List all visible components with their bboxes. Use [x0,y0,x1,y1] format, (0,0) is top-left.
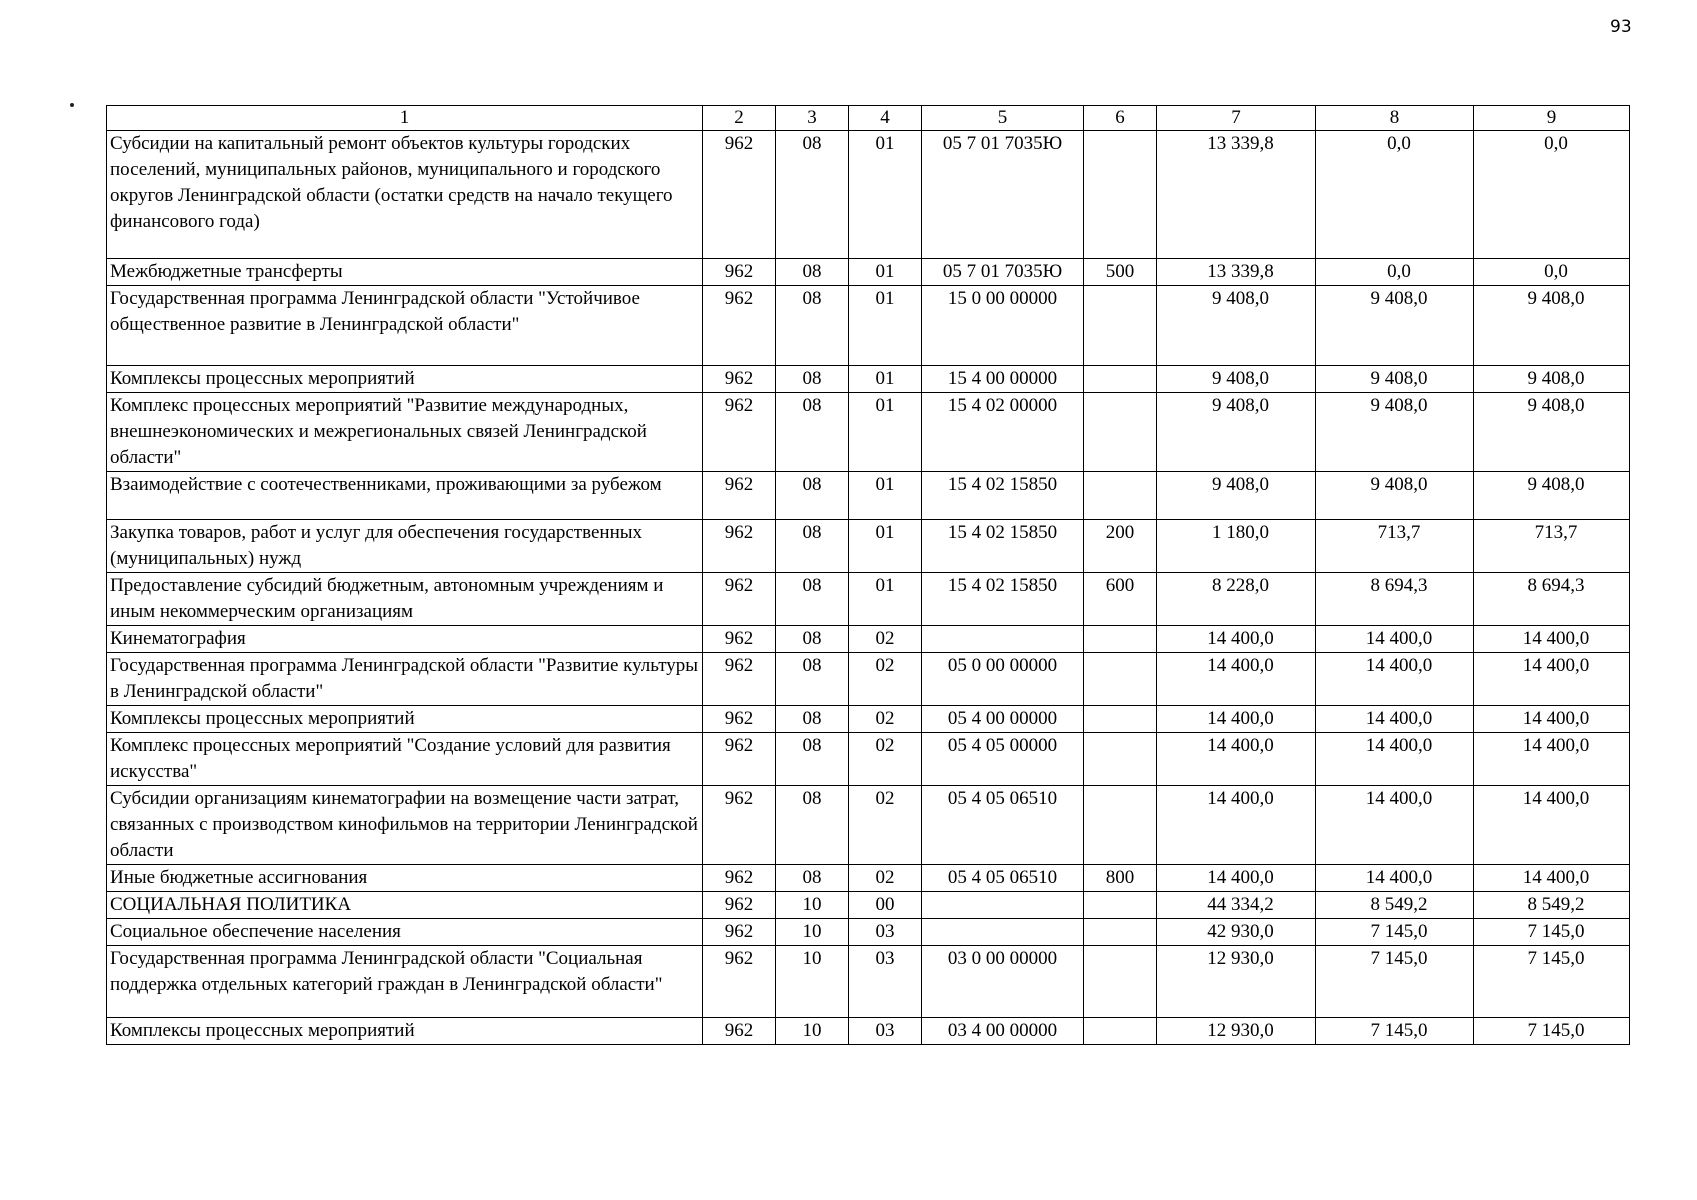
row-amount-year2: 14 400,0 [1316,865,1474,892]
row-subsection: 02 [849,706,922,733]
row-subsection: 01 [849,131,922,259]
row-name: СОЦИАЛЬНАЯ ПОЛИТИКА [107,892,703,919]
row-amount-year3: 9 408,0 [1474,286,1630,366]
row-name: Кинематография [107,626,703,653]
row-target-article: 03 4 00 00000 [922,1018,1084,1045]
row-amount-year2: 7 145,0 [1316,946,1474,1018]
row-grbs: 962 [703,626,776,653]
row-expense-type [1084,786,1157,865]
row-grbs: 962 [703,892,776,919]
row-amount-year3: 9 408,0 [1474,366,1630,393]
row-expense-type [1084,286,1157,366]
scan-speck [70,103,74,107]
row-name: Социальное обеспечение населения [107,919,703,946]
table-row [107,946,1630,1018]
row-amount-year1: 1 180,0 [1157,520,1316,573]
page-number: 93 [1610,17,1632,37]
row-grbs: 962 [703,286,776,366]
row-name: Комплексы процессных мероприятий [107,366,703,393]
row-amount-year3: 14 400,0 [1474,865,1630,892]
column-header: 7 [1157,106,1316,131]
row-grbs: 962 [703,366,776,393]
row-amount-year1: 14 400,0 [1157,865,1316,892]
row-expense-type [1084,472,1157,520]
row-expense-type: 800 [1084,865,1157,892]
row-amount-year3: 14 400,0 [1474,786,1630,865]
row-section: 08 [776,653,849,706]
row-amount-year3: 7 145,0 [1474,919,1630,946]
row-amount-year1: 13 339,8 [1157,131,1316,259]
row-section: 08 [776,626,849,653]
row-amount-year2: 9 408,0 [1316,393,1474,472]
table-row [107,573,1630,626]
column-header: 2 [703,106,776,131]
table-row [107,520,1630,573]
row-amount-year1: 9 408,0 [1157,472,1316,520]
table-row [107,865,1630,892]
row-grbs: 962 [703,706,776,733]
row-grbs: 962 [703,393,776,472]
row-grbs: 962 [703,1018,776,1045]
row-expense-type [1084,733,1157,786]
budget-table [106,105,1630,1045]
row-grbs: 962 [703,573,776,626]
row-amount-year1: 14 400,0 [1157,706,1316,733]
row-amount-year3: 14 400,0 [1474,653,1630,706]
row-section: 08 [776,573,849,626]
row-name: Закупка товаров, работ и услуг для обеспечения государственных (муниципальных) нужд [107,520,703,573]
column-header: 4 [849,106,922,131]
row-amount-year3: 7 145,0 [1474,1018,1630,1045]
row-grbs: 962 [703,786,776,865]
row-target-article: 15 4 02 00000 [922,393,1084,472]
table-row [107,393,1630,472]
row-name: Комплексы процессных мероприятий [107,1018,703,1045]
row-section: 08 [776,393,849,472]
row-amount-year2: 9 408,0 [1316,286,1474,366]
row-grbs: 962 [703,131,776,259]
row-amount-year2: 0,0 [1316,131,1474,259]
row-grbs: 962 [703,946,776,1018]
table-row [107,286,1630,366]
row-amount-year1: 12 930,0 [1157,946,1316,1018]
row-section: 08 [776,366,849,393]
row-expense-type [1084,131,1157,259]
row-amount-year1: 9 408,0 [1157,393,1316,472]
table-row [107,653,1630,706]
table-row [107,626,1630,653]
row-section: 10 [776,1018,849,1045]
row-subsection: 03 [849,1018,922,1045]
row-subsection: 03 [849,919,922,946]
row-section: 08 [776,472,849,520]
table-body [107,131,1630,1045]
row-amount-year2: 14 400,0 [1316,626,1474,653]
row-name: Государственная программа Ленинградской области "Развитие культуры в Ленинградской области" [107,653,703,706]
table-row [107,1018,1630,1045]
row-amount-year3: 14 400,0 [1474,733,1630,786]
row-target-article: 15 4 02 15850 [922,520,1084,573]
row-amount-year3: 9 408,0 [1474,472,1630,520]
row-expense-type [1084,946,1157,1018]
row-subsection: 02 [849,653,922,706]
column-header: 9 [1474,106,1630,131]
column-header: 8 [1316,106,1474,131]
row-section: 08 [776,733,849,786]
row-amount-year1: 12 930,0 [1157,1018,1316,1045]
column-header: 5 [922,106,1084,131]
row-section: 08 [776,865,849,892]
row-amount-year2: 7 145,0 [1316,1018,1474,1045]
row-amount-year3: 0,0 [1474,259,1630,286]
row-amount-year3: 14 400,0 [1474,626,1630,653]
row-amount-year3: 14 400,0 [1474,706,1630,733]
row-amount-year3: 8 549,2 [1474,892,1630,919]
row-expense-type [1084,626,1157,653]
row-grbs: 962 [703,733,776,786]
column-header: 3 [776,106,849,131]
row-target-article [922,626,1084,653]
row-target-article: 05 7 01 7035Ю [922,131,1084,259]
row-amount-year3: 8 694,3 [1474,573,1630,626]
header-row [107,106,1630,131]
row-target-article: 03 0 00 00000 [922,946,1084,1018]
row-section: 08 [776,131,849,259]
row-expense-type [1084,706,1157,733]
row-amount-year2: 14 400,0 [1316,733,1474,786]
row-section: 08 [776,706,849,733]
row-amount-year1: 9 408,0 [1157,286,1316,366]
row-subsection: 02 [849,786,922,865]
row-amount-year1: 8 228,0 [1157,573,1316,626]
row-target-article: 15 4 00 00000 [922,366,1084,393]
row-subsection: 01 [849,259,922,286]
row-amount-year2: 7 145,0 [1316,919,1474,946]
row-subsection: 01 [849,520,922,573]
row-name: Государственная программа Ленинградской области "Социальная поддержка отдельных категорий граждан в Ленинградской области" [107,946,703,1018]
row-amount-year2: 8 694,3 [1316,573,1474,626]
row-name: Предоставление субсидий бюджетным, автономным учреждениям и иным некоммерческим организациям [107,573,703,626]
row-amount-year1: 14 400,0 [1157,733,1316,786]
row-name: Государственная программа Ленинградской области "Устойчивое общественное развитие в Ленинградской области" [107,286,703,366]
row-target-article: 05 4 05 00000 [922,733,1084,786]
table-row [107,131,1630,259]
row-expense-type [1084,653,1157,706]
table-row [107,259,1630,286]
row-section: 08 [776,259,849,286]
row-amount-year1: 14 400,0 [1157,786,1316,865]
row-target-article: 05 4 00 00000 [922,706,1084,733]
row-subsection: 01 [849,366,922,393]
row-amount-year2: 9 408,0 [1316,366,1474,393]
row-expense-type [1084,892,1157,919]
row-grbs: 962 [703,520,776,573]
row-section: 10 [776,946,849,1018]
row-expense-type: 200 [1084,520,1157,573]
row-amount-year2: 8 549,2 [1316,892,1474,919]
row-grbs: 962 [703,653,776,706]
row-amount-year2: 14 400,0 [1316,706,1474,733]
row-amount-year2: 14 400,0 [1316,786,1474,865]
table-row [107,786,1630,865]
row-amount-year3: 0,0 [1474,131,1630,259]
row-subsection: 03 [849,946,922,1018]
row-subsection: 02 [849,626,922,653]
row-expense-type [1084,919,1157,946]
table-row [107,892,1630,919]
row-amount-year3: 9 408,0 [1474,393,1630,472]
table-row [107,366,1630,393]
row-section: 08 [776,786,849,865]
row-amount-year2: 713,7 [1316,520,1474,573]
row-amount-year3: 713,7 [1474,520,1630,573]
row-section: 08 [776,520,849,573]
row-amount-year1: 14 400,0 [1157,626,1316,653]
row-name: Межбюджетные трансферты [107,259,703,286]
row-name: Иные бюджетные ассигнования [107,865,703,892]
row-target-article: 05 0 00 00000 [922,653,1084,706]
row-expense-type [1084,393,1157,472]
column-header: 1 [107,106,703,131]
row-subsection: 02 [849,733,922,786]
row-subsection: 00 [849,892,922,919]
row-name: Комплекс процессных мероприятий "Создание условий для развития искусства" [107,733,703,786]
row-amount-year2: 0,0 [1316,259,1474,286]
row-subsection: 01 [849,286,922,366]
row-section: 10 [776,892,849,919]
row-name: Комплекс процессных мероприятий "Развитие международных, внешнеэкономических и межрегиональных связей Ленинградской области" [107,393,703,472]
row-name: Субсидии организациям кинематографии на возмещение части затрат, связанных с производством кинофильмов на территории Ленинградской области [107,786,703,865]
row-amount-year1: 14 400,0 [1157,653,1316,706]
row-target-article [922,892,1084,919]
row-target-article: 15 0 00 00000 [922,286,1084,366]
row-subsection: 01 [849,472,922,520]
row-target-article: 15 4 02 15850 [922,472,1084,520]
row-expense-type [1084,1018,1157,1045]
table-row [107,472,1630,520]
row-target-article: 05 4 05 06510 [922,865,1084,892]
table-row [107,919,1630,946]
row-amount-year1: 13 339,8 [1157,259,1316,286]
row-target-article [922,919,1084,946]
row-amount-year1: 9 408,0 [1157,366,1316,393]
table-row [107,733,1630,786]
row-amount-year1: 42 930,0 [1157,919,1316,946]
row-expense-type [1084,366,1157,393]
row-expense-type: 600 [1084,573,1157,626]
row-amount-year2: 9 408,0 [1316,472,1474,520]
row-grbs: 962 [703,472,776,520]
table-row [107,706,1630,733]
row-amount-year3: 7 145,0 [1474,946,1630,1018]
row-section: 10 [776,919,849,946]
column-header: 6 [1084,106,1157,131]
row-name: Комплексы процессных мероприятий [107,706,703,733]
row-grbs: 962 [703,259,776,286]
row-name: Субсидии на капитальный ремонт объектов культуры городских поселений, муниципальных районов, муниципального и городского округов Ленинградской области (остатки средств на начало текущего финансового года) [107,131,703,259]
row-expense-type: 500 [1084,259,1157,286]
row-subsection: 02 [849,865,922,892]
row-grbs: 962 [703,919,776,946]
row-amount-year2: 14 400,0 [1316,653,1474,706]
row-amount-year1: 44 334,2 [1157,892,1316,919]
row-name: Взаимодействие с соотечественниками, проживающими за рубежом [107,472,703,520]
row-section: 08 [776,286,849,366]
row-target-article: 05 7 01 7035Ю [922,259,1084,286]
row-target-article: 15 4 02 15850 [922,573,1084,626]
row-subsection: 01 [849,573,922,626]
row-grbs: 962 [703,865,776,892]
row-subsection: 01 [849,393,922,472]
row-target-article: 05 4 05 06510 [922,786,1084,865]
